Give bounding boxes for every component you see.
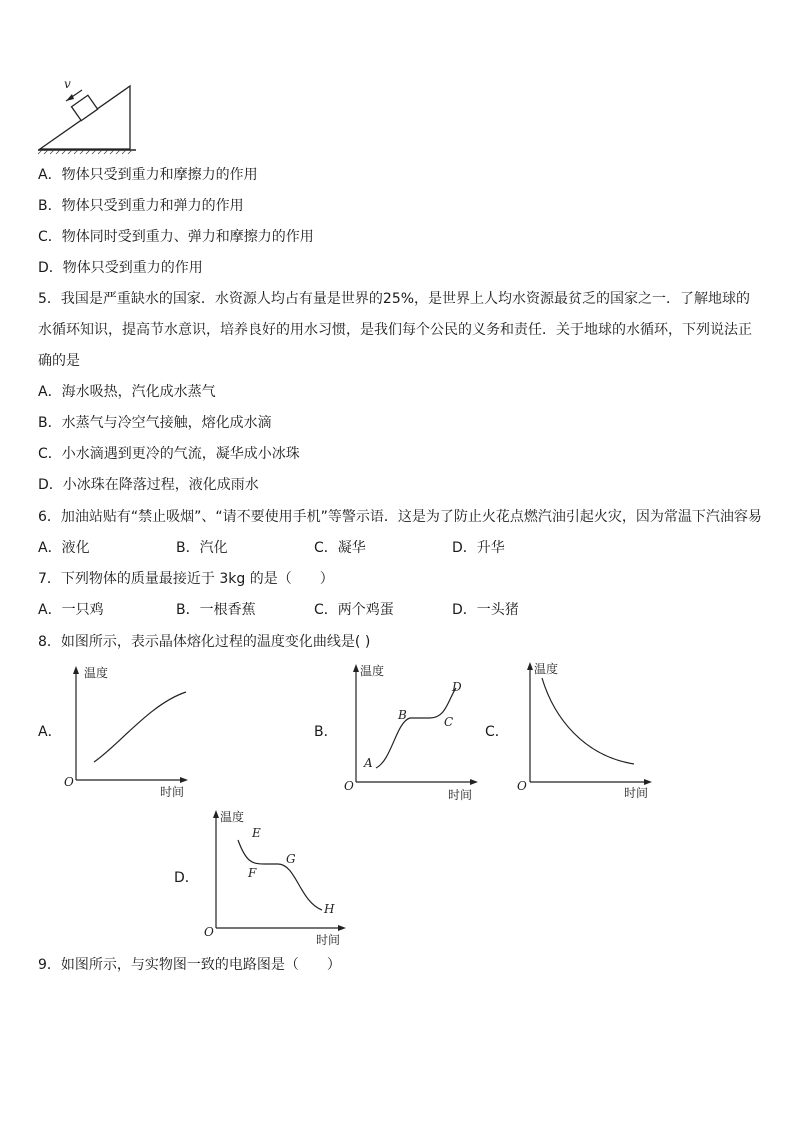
- graph-c-origin: O: [517, 779, 527, 793]
- graph-b-point-c: C: [444, 715, 454, 729]
- q7-option-a[interactable]: A．一只鸡: [38, 602, 104, 618]
- graph-a-y-label: 温度: [84, 666, 109, 680]
- incline-figure: [36, 76, 138, 156]
- q6-option-a[interactable]: A．液化: [38, 540, 90, 556]
- graph-b-y-label: 温度: [360, 664, 385, 678]
- q5-option-a[interactable]: A．海水吸热，汽化成水蒸气: [38, 384, 216, 400]
- graph-d-point-g: G: [286, 852, 296, 866]
- graph-c-x-label: 时间: [624, 786, 649, 800]
- graph-c-y-label: 温度: [534, 662, 559, 676]
- q6-stem: 6．加油站贴有“禁止吸烟”、“请不要使用手机”等警示语．这是为了防止火花点燃汽油引起火灾，因为常温下汽油容易: [38, 509, 762, 525]
- q8-option-d-label[interactable]: D．: [174, 870, 199, 886]
- q7-option-d[interactable]: D．一头猪: [452, 602, 519, 618]
- q6-option-d[interactable]: D．升华: [452, 540, 505, 556]
- graph-d-origin: O: [204, 925, 214, 939]
- q4-option-a[interactable]: A．物体只受到重力和摩擦力的作用: [38, 167, 258, 183]
- velocity-label: v: [64, 77, 71, 91]
- graph-d-x-label: 时间: [316, 933, 341, 947]
- graph-b-point-d: D: [452, 680, 462, 694]
- graph-b-point-b: B: [398, 708, 407, 722]
- q8-option-b-label[interactable]: B．: [314, 724, 338, 740]
- graph-d-point-h: H: [324, 902, 335, 916]
- graph-d-y-label: 温度: [220, 810, 245, 824]
- q7-stem: 7．下列物体的质量最接近于 3kg 的是（ ）: [38, 571, 334, 587]
- graph-a-curve: [94, 692, 186, 762]
- graph-b-point-a: A: [364, 756, 373, 770]
- q4-option-d[interactable]: D．物体只受到重力的作用: [38, 260, 203, 276]
- graph-b: [340, 660, 480, 802]
- q9-stem: 9．如图所示，与实物图一致的电路图是（ ）: [38, 957, 341, 973]
- q5-option-b[interactable]: B．水蒸气与冷空气接触，熔化成水滴: [38, 415, 272, 431]
- graph-d: [200, 806, 350, 948]
- q5-option-c[interactable]: C．小水滴遇到更冷的气流，凝华成小冰珠: [38, 446, 300, 462]
- q6-option-b[interactable]: B．汽化: [176, 540, 228, 556]
- q5-stem: 5．我国是严重缺水的国家．水资源人均占有量是世界的25%，是世界上人均水资源最贫乏的国家之一．了解地球的水循环知识，提高节水意识，培养良好的用水习惯，是我们每个公民的义务和责任．关于地球的水循环，下列说法正确的是: [38, 291, 752, 369]
- graph-b-origin: O: [344, 779, 354, 793]
- q7-option-b[interactable]: B．一根香蕉: [176, 602, 256, 618]
- graph-a: [60, 664, 190, 800]
- q7-option-c[interactable]: C．两个鸡蛋: [314, 602, 394, 618]
- graph-a-origin: O: [64, 775, 74, 789]
- q5-option-d[interactable]: D．小冰珠在降落过程，液化成雨水: [38, 477, 259, 493]
- graph-c-curve: [542, 678, 634, 764]
- q4-option-b[interactable]: B．物体只受到重力和弹力的作用: [38, 198, 244, 214]
- graph-a-x-label: 时间: [160, 785, 185, 799]
- q4-option-c[interactable]: C．物体同时受到重力、弹力和摩擦力的作用: [38, 229, 314, 245]
- q8-option-c-label[interactable]: C．: [485, 724, 509, 740]
- q8-stem: 8．如图所示，表示晶体熔化过程的温度变化曲线是( ): [38, 634, 371, 650]
- graph-d-point-e: E: [252, 826, 261, 840]
- q6-option-c[interactable]: C．凝华: [314, 540, 366, 556]
- graph-b-x-label: 时间: [448, 788, 473, 802]
- graph-c: [514, 658, 654, 800]
- graph-d-point-f: F: [248, 866, 257, 880]
- q8-option-a-label[interactable]: A．: [38, 724, 62, 740]
